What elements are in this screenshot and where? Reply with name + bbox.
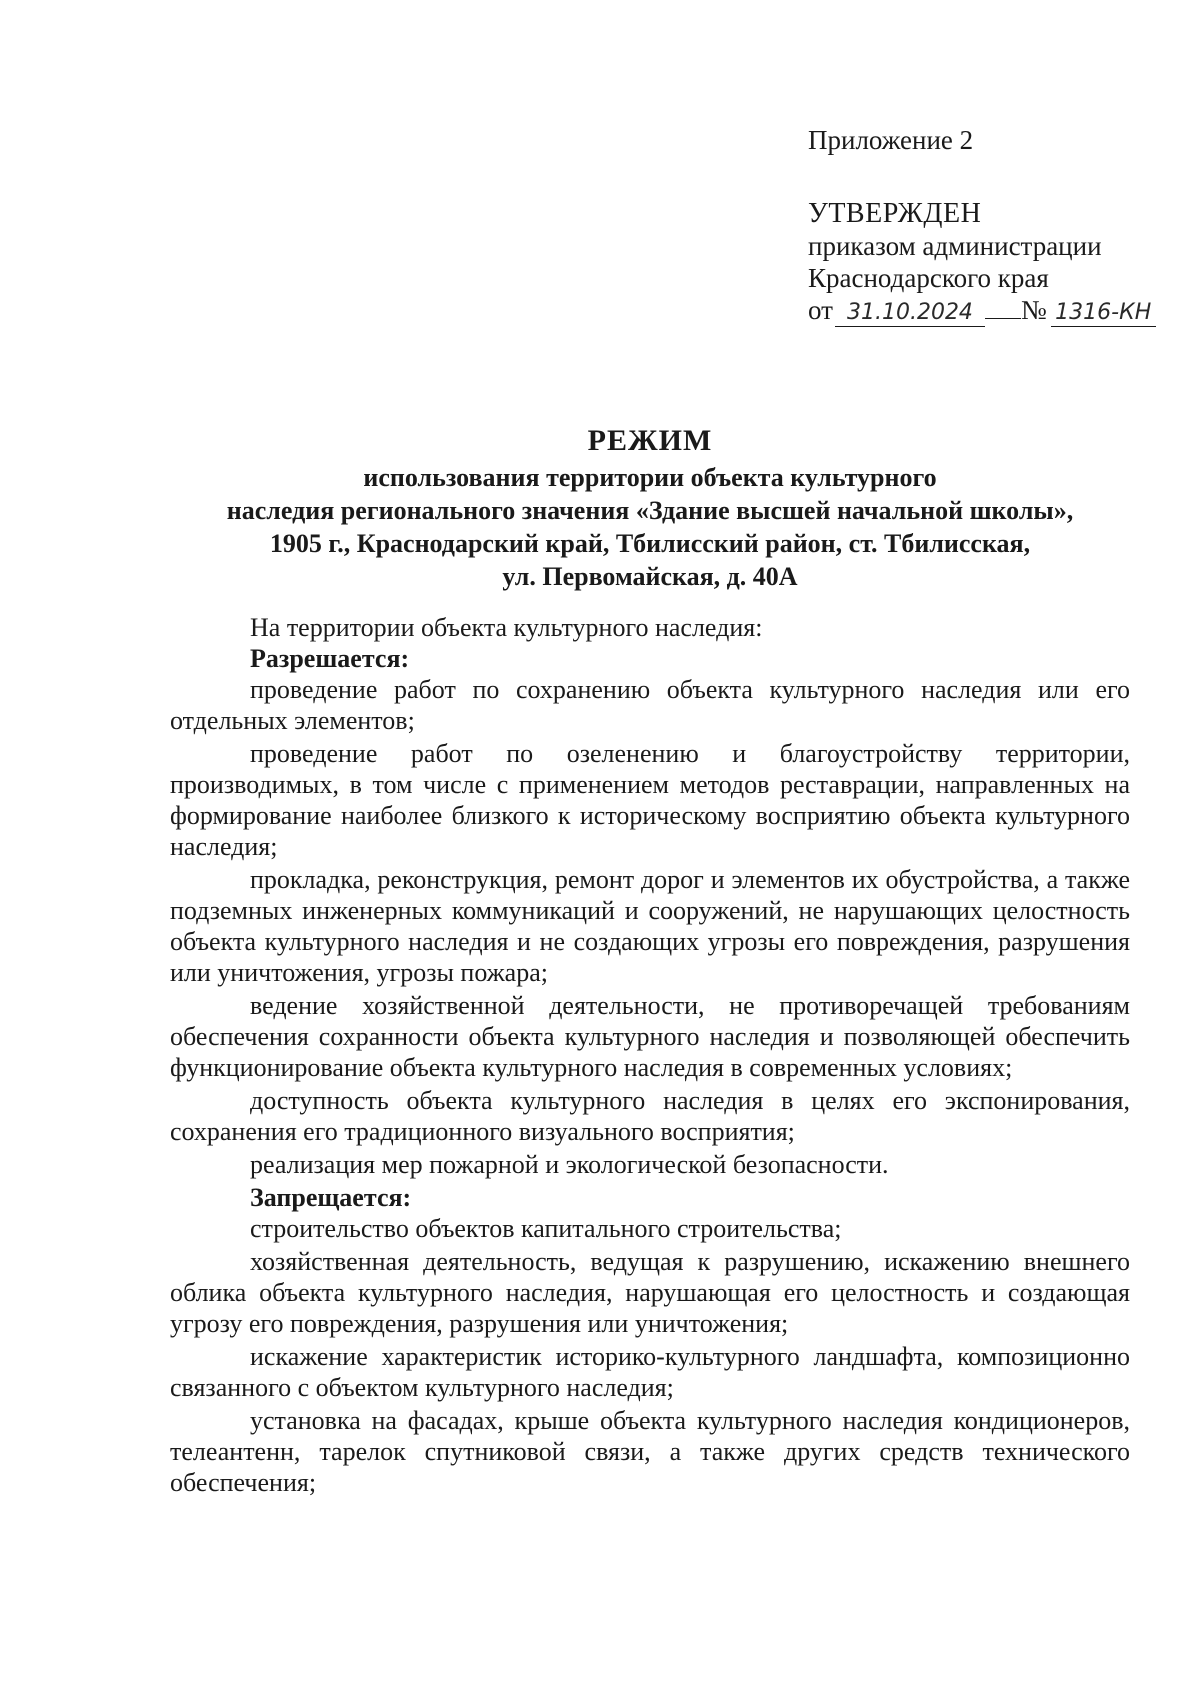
approved-stamp-text: УТВЕРЖДЕН: [808, 198, 982, 229]
allowed-item: проведение работ по сохранению объекта культурного наследия или его отдельных элементов;: [170, 675, 1130, 735]
forbidden-item: строительство объектов капитального строительства;: [250, 1214, 842, 1243]
allowed-item: ведение хозяйственной деятельности, не противоречащей требованиям обеспечения сохранности объекта культурного наследия и позволяющей обеспечить функционирование объекта культурного наследия в современных условиях;: [170, 991, 1130, 1082]
document-title: [150, 424, 1150, 593]
handwritten-number: 1316-КН: [1051, 300, 1156, 327]
approval-line-2: Краснодарского края: [808, 263, 1049, 293]
intro-text: На территории объекта культурного наследия:: [250, 613, 763, 642]
handwritten-date: 31.10.2024: [835, 300, 985, 327]
forbidden-item: искажение характеристик историко-культурного ландшафта, композиционно связанного с объектом культурного наследия;: [170, 1342, 1130, 1402]
order-date-number-line: [808, 294, 1168, 327]
from-label: от: [808, 295, 833, 325]
allowed-item: доступность объекта культурного наследия в целях его экспонирования, сохранения его традиционного визуального восприятия;: [170, 1086, 1130, 1146]
allowed-heading: Разрешается:: [250, 644, 410, 673]
annex-label: Приложение 2: [808, 125, 974, 155]
forbidden-item: установка на фасадах, крыше объекта культурного наследия кондиционеров, телеантенн, тарелок спутниковой связи, а также других средств технического обеспечения;: [170, 1406, 1130, 1497]
title-line-2: наследия регионального значения «Здание высшей начальной школы»,: [226, 496, 1074, 525]
title-main: РЕЖИМ: [587, 424, 713, 457]
approval-line-1: приказом администрации: [808, 231, 1102, 261]
approval-block: [808, 124, 1168, 327]
title-line-4: ул. Первомайская, д. 40А: [502, 562, 798, 591]
allowed-item: прокладка, реконструкция, ремонт дорог и элементов их обустройства, а также подземных инженерных коммуникаций и сооружений, не нарушающих целостность объекта культурного наследия и не создающих угрозы его повреждения, разрушения или уничтожения, угрозы пожара;: [170, 865, 1130, 987]
allowed-item: реализация мер пожарной и экологической безопасности.: [250, 1150, 889, 1179]
forbidden-item: хозяйственная деятельность, ведущая к разрушению, искажению внешнего облика объекта культурного наследия, нарушающая его целостность и создающая угрозу его повреждения, разрушения или уничтожения;: [170, 1247, 1130, 1338]
number-label: №: [1020, 295, 1047, 325]
title-line-3: 1905 г., Краснодарский край, Тбилисский район, ст. Тбилисская,: [269, 529, 1031, 558]
forbidden-heading: Запрещается:: [250, 1183, 412, 1212]
title-line-1: использования территории объекта культурного: [363, 463, 937, 492]
allowed-item: проведение работ по озеленению и благоустройству территории, производимых, в том числе с применением методов реставрации, направленных на формирование наиболее близкого к историческому восприятию объекта культурного наследия;: [170, 739, 1130, 861]
underline-gap: [985, 317, 1021, 319]
document-body: [170, 612, 1130, 1500]
